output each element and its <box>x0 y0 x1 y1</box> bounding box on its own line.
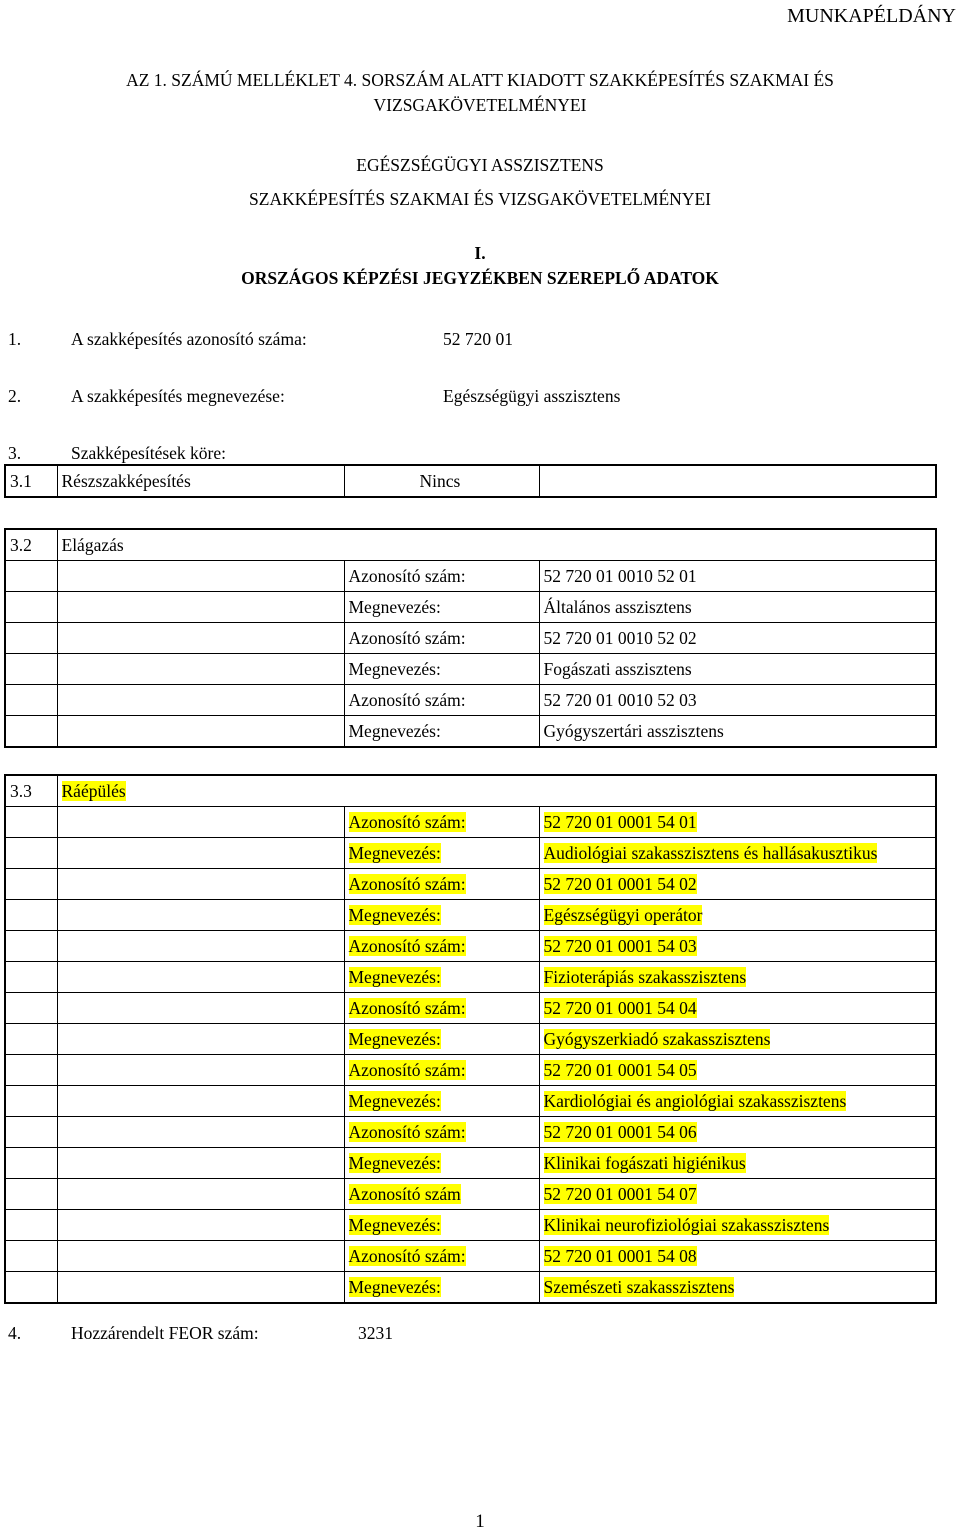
item4-number: 4. <box>8 1323 22 1343</box>
item1-label: A szakképesítés azonosító száma: <box>71 329 307 349</box>
row-value: Kardiológiai és angiológiai szakasszisztens <box>543 1090 847 1111</box>
table-cell-empty <box>5 993 57 1024</box>
further-qualification-table <box>4 774 937 1304</box>
row-value: 52 720 01 0010 52 01 <box>539 561 936 592</box>
annex-heading-line2: VIZSGAKÖVETELMÉNYEI <box>373 95 587 115</box>
sub31-number: 3.1 <box>5 465 57 497</box>
row-value: Fizioterápiás szakasszisztens <box>543 966 747 987</box>
table-cell-empty <box>5 592 57 623</box>
table-cell-empty <box>5 1179 57 1210</box>
table-cell-empty <box>57 993 344 1024</box>
work-copy-stamp: MUNKAPÉLDÁNY <box>787 5 956 27</box>
table-cell-empty <box>5 931 57 962</box>
table-cell-empty <box>5 838 57 869</box>
table-cell-empty <box>57 962 344 993</box>
table-cell-empty <box>57 685 344 716</box>
annex-heading-line1: AZ 1. SZÁMÚ MELLÉKLET 4. SORSZÁM ALATT KIADOTT SZAKKÉPESÍTÉS SZAKMAI ÉS <box>126 70 834 90</box>
row-label: Megnevezés: <box>348 842 441 863</box>
row-label: Azonosító szám: <box>348 997 466 1018</box>
table-cell-empty <box>5 1055 57 1086</box>
table-cell-empty <box>57 592 344 623</box>
table-cell-empty <box>57 561 344 592</box>
row-value: 52 720 01 0001 54 05 <box>543 1059 697 1080</box>
row-value: Gyógyszertári asszisztens <box>539 716 936 748</box>
row-value: Klinikai neurofiziológiai szakasszisztens <box>543 1214 830 1235</box>
row-label: Azonosító szám: <box>344 561 539 592</box>
item2-number: 2. <box>8 386 22 406</box>
row-label: Azonosító szám: <box>348 811 466 832</box>
table-cell-empty <box>5 716 57 748</box>
table-cell-empty <box>5 1024 57 1055</box>
table-cell-empty <box>5 1148 57 1179</box>
row-value: Klinikai fogászati higiénikus <box>543 1152 746 1173</box>
item4-label: Hozzárendelt FEOR szám: <box>71 1323 259 1343</box>
section-title: ORSZÁGOS KÉPZÉSI JEGYZÉKBEN SZEREPLŐ ADATOK <box>241 268 719 288</box>
table-cell-empty <box>5 1210 57 1241</box>
table-cell-empty <box>57 931 344 962</box>
row-value: Egészségügyi operátor <box>543 904 703 925</box>
table-cell-empty <box>5 654 57 685</box>
sub31-label: Részszakképesítés <box>57 465 344 497</box>
row-label: Azonosító szám: <box>344 623 539 654</box>
row-value: Audiológiai szakasszisztens és hallásakusztikus <box>543 842 878 863</box>
row-label: Megnevezés: <box>348 904 441 925</box>
row-value: 52 720 01 0001 54 07 <box>543 1183 697 1204</box>
table-cell-empty <box>57 1210 344 1241</box>
row-value: 52 720 01 0001 54 04 <box>543 997 697 1018</box>
table-cell-empty <box>5 807 57 838</box>
sub32-number: 3.2 <box>5 529 57 561</box>
sub33-number: 3.3 <box>5 775 57 807</box>
row-label: Azonosító szám: <box>344 685 539 716</box>
table-cell-empty <box>57 869 344 900</box>
row-value: 52 720 01 0010 52 02 <box>539 623 936 654</box>
sub31-empty <box>539 465 936 497</box>
sub33-label: Ráépülés <box>61 780 126 801</box>
sub32-label: Elágazás <box>57 529 936 561</box>
branching-table <box>4 528 937 748</box>
table-cell-empty <box>5 962 57 993</box>
table-cell-empty <box>5 1086 57 1117</box>
item3-label: Szakképesítések köre: <box>71 443 227 463</box>
subtitle-line2: SZAKKÉPESÍTÉS SZAKMAI ÉS VIZSGAKÖVETELMÉNYEI <box>249 189 711 209</box>
table-cell-empty <box>5 1241 57 1272</box>
row-label: Azonosító szám: <box>348 1121 466 1142</box>
row-label: Azonosító szám: <box>348 1059 466 1080</box>
table-cell-empty <box>57 1117 344 1148</box>
table-cell-empty <box>57 1086 344 1117</box>
sub31-value: Nincs <box>344 465 539 497</box>
row-value: 52 720 01 0001 54 06 <box>543 1121 697 1142</box>
table-cell-empty <box>57 623 344 654</box>
table-cell-empty <box>5 561 57 592</box>
page-number: 1 <box>475 1511 485 1532</box>
row-label: Megnevezés: <box>344 716 539 748</box>
item1-value: 52 720 01 <box>443 329 513 349</box>
item4-value: 3231 <box>358 1323 393 1343</box>
row-label: Megnevezés: <box>348 1090 441 1111</box>
section-number: I. <box>474 243 486 263</box>
table-cell-empty <box>57 1055 344 1086</box>
row-value: Fogászati asszisztens <box>539 654 936 685</box>
row-value: Szemészeti szakasszisztens <box>543 1276 735 1297</box>
table-cell-empty <box>5 1117 57 1148</box>
row-value: 52 720 01 0001 54 03 <box>543 935 697 956</box>
row-label: Megnevezés: <box>344 654 539 685</box>
subtitle-line1: EGÉSZSÉGÜGYI ASSZISZTENS <box>356 155 604 175</box>
table-cell-empty <box>5 1272 57 1304</box>
table-cell-empty <box>57 716 344 748</box>
row-value: 52 720 01 0001 54 08 <box>543 1245 697 1266</box>
item3-number: 3. <box>8 443 22 463</box>
table-cell-empty <box>5 869 57 900</box>
row-label: Megnevezés: <box>348 966 441 987</box>
row-value: Gyógyszerkiadó szakasszisztens <box>543 1028 771 1049</box>
table-cell-empty <box>57 807 344 838</box>
table-cell-empty <box>57 900 344 931</box>
item1-number: 1. <box>8 329 22 349</box>
row-label: Megnevezés: <box>348 1214 441 1235</box>
table-cell-empty <box>57 1241 344 1272</box>
table-cell-empty <box>57 1024 344 1055</box>
row-label: Azonosító szám: <box>348 935 466 956</box>
table-cell-empty <box>5 900 57 931</box>
table-cell-empty <box>57 1272 344 1304</box>
row-value: 52 720 01 0001 54 02 <box>543 873 697 894</box>
row-label: Megnevezés: <box>348 1152 441 1173</box>
table-cell-empty <box>57 838 344 869</box>
item2-label: A szakképesítés megnevezése: <box>71 386 285 406</box>
row-label: Megnevezés: <box>344 592 539 623</box>
table-cell-empty <box>5 685 57 716</box>
row-label: Azonosító szám <box>348 1183 461 1204</box>
table-cell-empty <box>57 654 344 685</box>
table-cell-empty <box>5 623 57 654</box>
row-value: Általános asszisztens <box>539 592 936 623</box>
row-value: 52 720 01 0010 52 03 <box>539 685 936 716</box>
row-label: Megnevezés: <box>348 1276 441 1297</box>
table-cell-empty <box>57 1179 344 1210</box>
row-value: 52 720 01 0001 54 01 <box>543 811 697 832</box>
row-label: Azonosító szám: <box>348 1245 466 1266</box>
item2-value: Egészségügyi asszisztens <box>443 386 621 406</box>
table-cell-empty <box>57 1148 344 1179</box>
partial-qualification-table <box>4 464 937 498</box>
row-label: Azonosító szám: <box>348 873 466 894</box>
row-label: Megnevezés: <box>348 1028 441 1049</box>
